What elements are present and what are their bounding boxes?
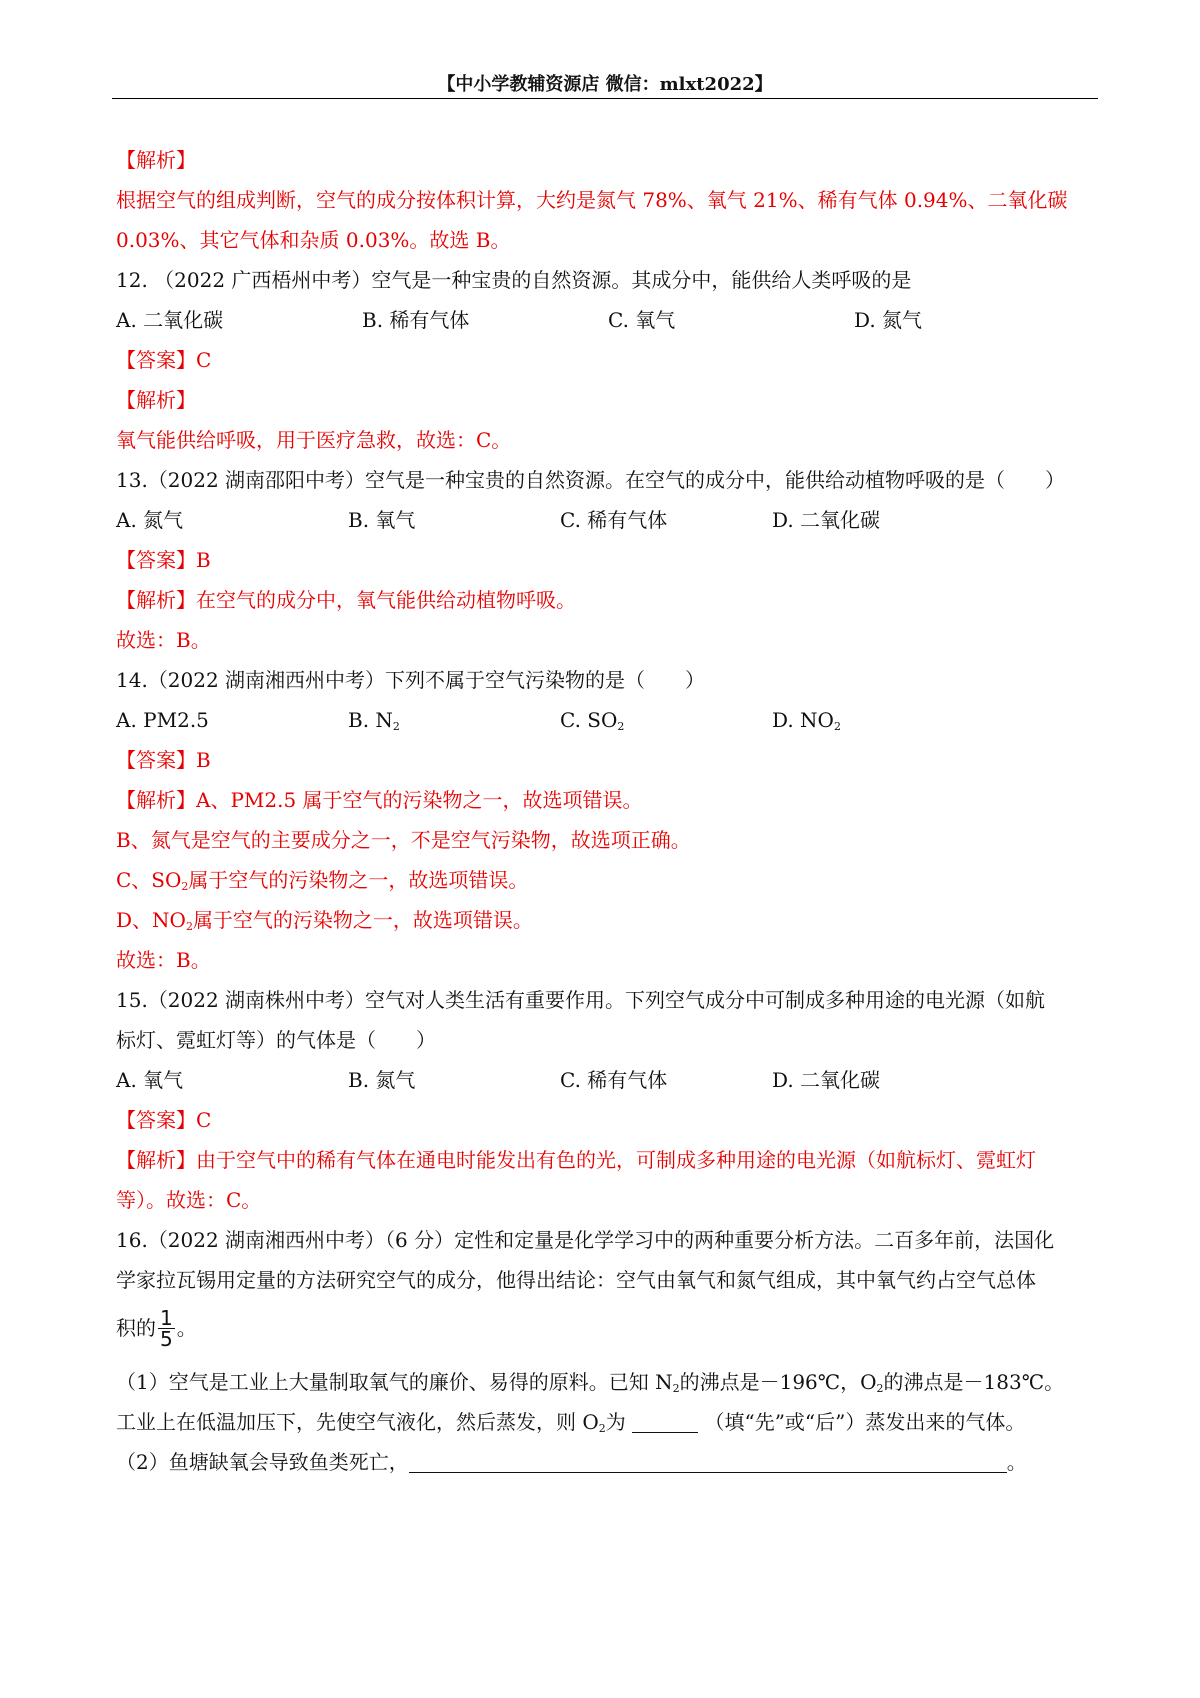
subscript: 2: [185, 920, 193, 933]
fraction-denominator: 5: [160, 1326, 173, 1351]
q16-part1-line2-a: 工业上在低温加压下，先使空气液化，然后蒸发，则 O: [116, 1410, 599, 1434]
q12-option-a: A. 二氧化碳: [116, 308, 224, 332]
q15-answer-label: 【答案】: [116, 1108, 196, 1132]
q16-part2-suffix: 。: [1006, 1450, 1027, 1474]
q12-option-c: C. 氧气: [608, 308, 676, 332]
q14-analysis-c-suffix: 属于空气的污染物之一，故选项错误。: [188, 868, 529, 892]
q12-stem: 12. （2022 广西梧州中考）空气是一种宝贵的自然资源。其成分中，能供给人类呼吸的是: [116, 268, 912, 292]
subscript: 2: [181, 880, 189, 893]
q16-part1-line1-a: （1）空气是工业上大量制取氧气的廉价、易得的原料。已知 N: [116, 1370, 673, 1394]
q15-stem-line2: 标灯、霓虹灯等）的气体是（ ）: [116, 1028, 436, 1052]
q15-option-b: B. 氮气: [348, 1068, 416, 1092]
q11-analysis-label: 【解析】: [116, 148, 196, 172]
q14-options: [116, 700, 1096, 740]
q12-answer-label: 【答案】: [116, 348, 196, 372]
q14-option-a: A. PM2.5: [116, 708, 209, 732]
subscript: 2: [672, 1382, 680, 1395]
q15-stem-line1: 15.（2022 湖南株州中考）空气对人类生活有重要作用。下列空气成分中可制成多种用途的电光源（如航: [116, 988, 1046, 1012]
answer-blank-part1[interactable]: [632, 1410, 698, 1433]
q16-part1-line1: [116, 1362, 1096, 1402]
q14-analysis-c: [116, 860, 1096, 900]
q16-part2-prefix: （2）鱼塘缺氧会导致鱼类死亡，: [116, 1450, 409, 1474]
q14-answer-label: 【答案】: [116, 748, 196, 772]
subscript: 2: [833, 720, 841, 733]
q14-option-b: [348, 700, 560, 740]
header-rule: [112, 98, 1098, 99]
q12-answer: [116, 340, 1096, 380]
subscript: 2: [617, 720, 625, 733]
q16-part1-line2: [116, 1402, 1096, 1442]
q12-option-b: B. 稀有气体: [362, 308, 470, 332]
document-body: [116, 140, 1096, 1482]
q16-part1-line2-b: 为: [605, 1410, 626, 1434]
q13-answer-value: B: [196, 548, 211, 572]
q13-answer-label: 【答案】: [116, 548, 196, 572]
q12-options: [116, 300, 1096, 340]
q13-option-a: A. 氮气: [116, 508, 184, 532]
q14-analysis-c-prefix: C、SO: [116, 868, 182, 892]
q14-analysis-label: 【解析】: [116, 788, 196, 812]
q14-option-b-text: B. N: [348, 708, 393, 732]
q16-stem-line3-prefix: 积的: [116, 1316, 156, 1340]
fraction-one-fifth: [158, 1305, 175, 1351]
q12-analysis: 氧气能供给呼吸，用于医疗急救，故选：C。: [116, 428, 512, 452]
q13-analysis-label: 【解析】: [116, 588, 196, 612]
q14-analysis-a-text: A、PM2.5 属于空气的污染物之一，故选项错误。: [196, 788, 643, 812]
q14-answer-value: B: [196, 748, 211, 772]
q14-analysis-d-suffix: 属于空气的污染物之一，故选项错误。: [192, 908, 533, 932]
q14-analysis-d-prefix: D、NO: [116, 908, 186, 932]
fraction-numerator: 1: [160, 1305, 173, 1330]
q16-stem-line3: [116, 1300, 1096, 1356]
q13-analysis: [116, 580, 1096, 620]
subscript: 2: [598, 1422, 606, 1435]
q13-option-d: D. 二氧化碳: [772, 508, 881, 532]
q14-option-d: [772, 700, 841, 740]
answer-blank-part2[interactable]: [409, 1450, 1007, 1473]
q15-analysis-line2: 等）。故选：C。: [116, 1188, 262, 1212]
q14-conclusion: 故选：B。: [116, 948, 211, 972]
q16-part2: [116, 1442, 1096, 1482]
q15-option-c: C. 稀有气体: [560, 1068, 668, 1092]
q15-answer: [116, 1100, 1096, 1140]
q14-option-d-text: D. NO: [772, 708, 834, 732]
q13-answer: [116, 540, 1096, 580]
q15-option-d: D. 二氧化碳: [772, 1068, 881, 1092]
q14-analysis-a: [116, 780, 1096, 820]
q13-option-b: B. 氧气: [348, 508, 416, 532]
q16-stem-line2: 学家拉瓦锡用定量的方法研究空气的成分，他得出结论：空气由氧气和氮气组成，其中氧气约占空气总体: [116, 1268, 1036, 1292]
q13-options: [116, 500, 1096, 540]
q12-analysis-label: 【解析】: [116, 388, 196, 412]
q11-analysis-line2: 0.03%、其它气体和杂质 0.03%。故选 B。: [116, 228, 511, 252]
subscript: 2: [876, 1382, 884, 1395]
subscript: 2: [392, 720, 400, 733]
q14-analysis-d: [116, 900, 1096, 940]
q16-stem-line3-suffix: 。: [176, 1316, 197, 1340]
q14-option-c: [560, 700, 772, 740]
q11-analysis-line1: 根据空气的组成判断，空气的成分按体积计算，大约是氮气 78%、氧气 21%、稀有气体 0.94%、二氧化碳: [116, 188, 1068, 212]
q15-analysis-line1: [116, 1140, 1096, 1180]
q13-conclusion: 故选：B。: [116, 628, 211, 652]
q12-option-d: D. 氮气: [854, 308, 923, 332]
q15-analysis-line1-text: 由于空气中的稀有气体在通电时能发出有色的光，可制成多种用途的电光源（如航标灯、霓虹灯: [196, 1148, 1036, 1172]
q14-analysis-b: B、氮气是空气的主要成分之一，不是空气污染物，故选项正确。: [116, 828, 691, 852]
q16-part1-line2-c: （填“先”或“后”）蒸发出来的气体。: [704, 1410, 1026, 1434]
q15-answer-value: C: [196, 1108, 212, 1132]
q14-stem: 14.（2022 湖南湘西州中考）下列不属于空气污染物的是（ ）: [116, 668, 706, 692]
q12-answer-value: C: [196, 348, 212, 372]
q13-analysis-text: 在空气的成分中，氧气能供给动植物呼吸。: [196, 588, 576, 612]
q13-option-c: C. 稀有气体: [560, 508, 668, 532]
q16-part1-line1-c: 的沸点是－183℃。: [883, 1370, 1065, 1394]
q15-options: [116, 1060, 1096, 1100]
q14-answer: [116, 740, 1096, 780]
q13-stem: 13.（2022 湖南邵阳中考）空气是一种宝贵的自然资源。在空气的成分中，能供给动植物呼吸的是（ ）: [116, 468, 1066, 492]
q15-analysis-label: 【解析】: [116, 1148, 196, 1172]
page-header: 【中小学教辅资源店 微信：mlxt2022】: [437, 74, 773, 95]
q15-option-a: A. 氧气: [116, 1068, 184, 1092]
q16-stem-line1: 16.（2022 湖南湘西州中考）（6 分）定性和定量是化学学习中的两种重要分析方法。二百多年前，法国化: [116, 1228, 1055, 1252]
q14-option-c-text: C. SO: [560, 708, 618, 732]
q16-part1-line1-b: 的沸点是－196℃，O: [679, 1370, 877, 1394]
